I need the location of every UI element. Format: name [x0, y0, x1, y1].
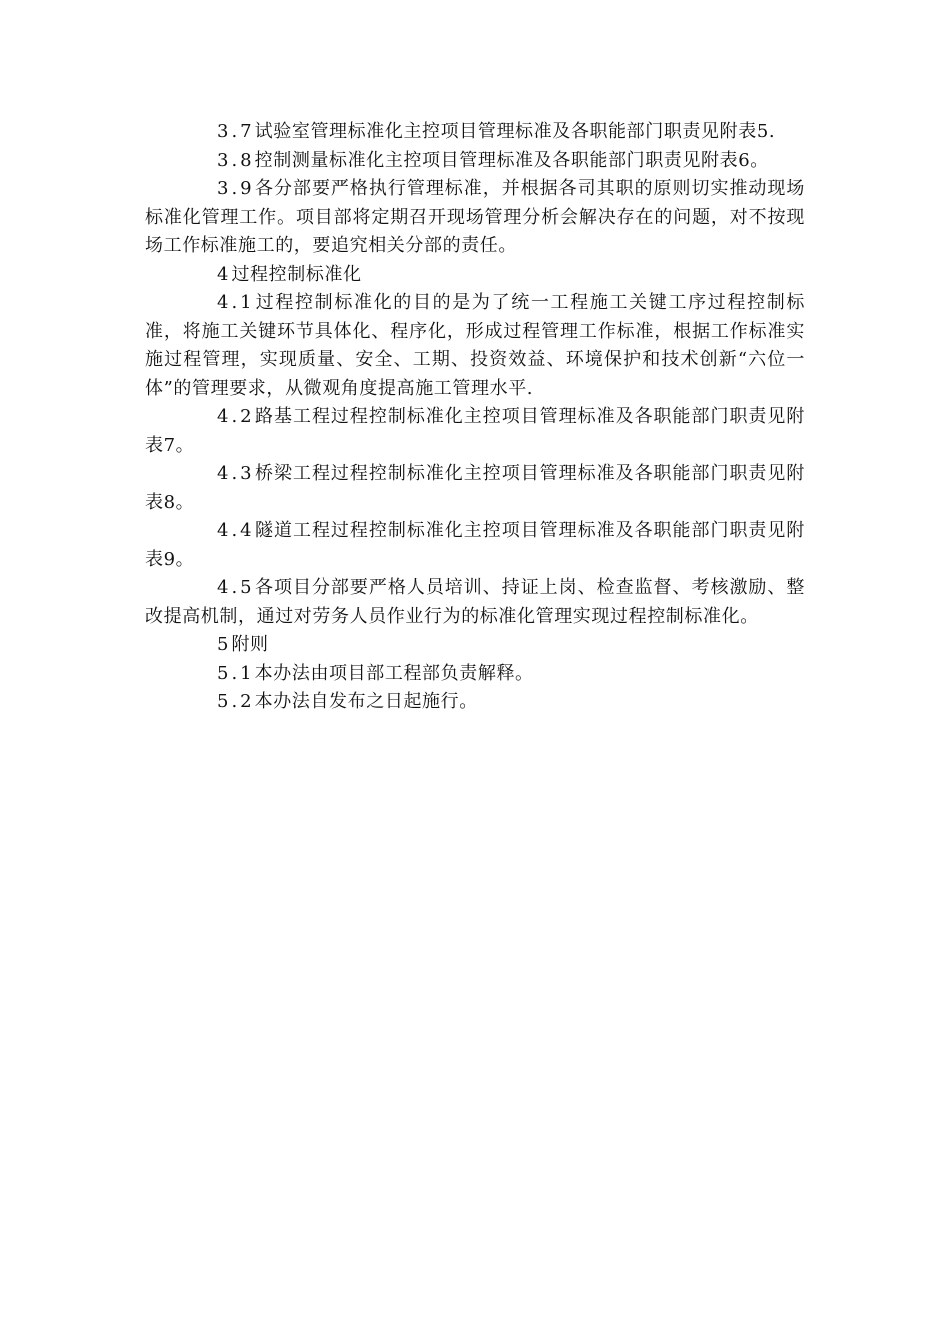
clause-4-4 — [145, 517, 805, 574]
clause-text: 控制测量标准化主控项目管理标准及各职能部门职责见附表6。 — [254, 149, 769, 171]
clause-text: 过程控制标准化的目的是为了统一工程施工关键工序过程控制标准，将施工关键环节具体化、程序化，形成过程管理工作标准，根据工作标准实施过程管理，实现质量、安全、工期、投资效益、环境保护和技术创新“六位一体”的管理要求，从微观角度提高施工管理水平. — [145, 292, 805, 399]
clause-number: 4.2 — [217, 406, 255, 427]
clause-text: 试验室管理标准化主控项目管理标准及各职能部门职责见附表5. — [254, 121, 776, 142]
document-body — [145, 118, 805, 717]
clause-number: 4.4 — [217, 520, 255, 541]
clause-number: 4.1 — [217, 292, 255, 313]
clause-number: 3.9 — [217, 178, 255, 199]
clause-text: 桥梁工程过程控制标准化主控项目管理标准及各职能部门职责见附表8。 — [145, 463, 805, 513]
clause-number: 3.8 — [217, 149, 255, 171]
clause-number: 5.2 — [217, 691, 255, 712]
section-title: 附则 — [231, 634, 269, 655]
clause-text: 隧道工程过程控制标准化主控项目管理标准及各职能部门职责见附表9。 — [145, 520, 805, 570]
section-number: 4 — [217, 263, 232, 285]
clause-number: 3.7 — [217, 121, 255, 142]
clause-4-3 — [145, 460, 805, 517]
clause-text: 本办法由项目部工程部负责解释。 — [254, 662, 534, 684]
clause-4-1 — [145, 289, 805, 403]
clause-4-2 — [145, 403, 805, 460]
clause-number: 4.3 — [217, 463, 255, 484]
section-title: 过程控制标准化 — [231, 263, 362, 285]
clause-3-7 — [145, 118, 805, 147]
clause-text: 各分部要严格执行管理标准，并根据各司其职的原则切实推动现场标准化管理工作。项目部将定期召开现场管理分析会解决存在的问题，对不按现场工作标准施工的，要追究相关分部的责任。 — [145, 178, 805, 256]
clause-text: 本办法自发布之日起施行。 — [254, 691, 478, 712]
clause-text: 路基工程过程控制标准化主控项目管理标准及各职能部门职责见附表7。 — [145, 406, 805, 456]
clause-4-5 — [145, 574, 805, 631]
clause-text: 各项目分部要严格人员培训、持证上岗、检查监督、考核激励、整改提高机制，通过对劳务人员作业行为的标准化管理实现过程控制标准化。 — [145, 577, 805, 627]
section-heading-4 — [145, 261, 805, 290]
section-number: 5 — [217, 634, 232, 655]
clause-number: 5.1 — [217, 662, 255, 684]
clause-5-2 — [145, 688, 805, 717]
section-heading-5 — [145, 631, 805, 660]
clause-5-1 — [145, 660, 805, 689]
clause-number: 4.5 — [217, 577, 255, 598]
clause-3-8 — [145, 147, 805, 176]
clause-3-9 — [145, 175, 805, 261]
